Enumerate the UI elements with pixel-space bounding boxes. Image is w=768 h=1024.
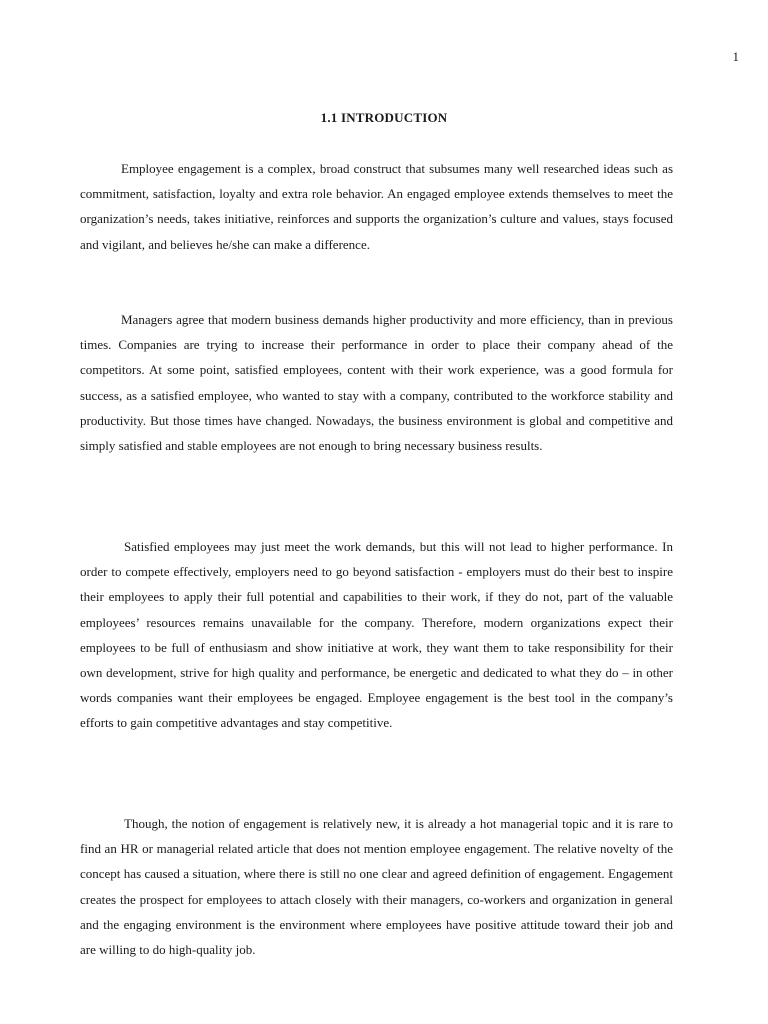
- section-heading: 1.1 INTRODUCTION: [320, 110, 448, 125]
- paragraph-4: Though, the notion of engagement is relatively new, it is already a hot managerial topic and it is rare to find an HR or managerial related article that does not mention employee engagement. The relative novelty of the concept has caused a situation, where there is still no one clear and agreed definition of engagement. Engagement creates the prospect for employees to attach closely with their managers, co-workers and organization in general and the engaging environment is the environment where employees have positive attitude toward their job and are willing to do high-quality job.: [80, 816, 673, 958]
- paragraph-2: Managers agree that modern business demands higher productivity and more efficiency, than in previous times. Companies are trying to increase their performance in order to place their company ahead of the competitors. At some point, satisfied employees, content with their work experience, was a good formula for success, as a satisfied employee, who wanted to stay with a company, contributed to the workforce stability and productivity. But those times have changed. Nowadays, the business environment is global and competitive and simply satisfied and stable employees are not enough to bring necessary business results.: [80, 312, 673, 454]
- paragraph-3: Satisfied employees may just meet the work demands, but this will not lead to higher performance. In order to compete effectively, employers need to go beyond satisfaction - employers must do their best to inspire their employees to apply their full potential and capabilities to their work, if they do not, part of the valuable employees’ resources remains unavailable for the company. Therefore, modern organizations expect their employees to be full of enthusiasm and show initiative at work, they want them to take responsibility for their own development, strive for high quality and performance, be energetic and dedicated to what they do – in other words companies want their employees be engaged. Employee engagement is the best tool in the company’s efforts to gain competitive advantages and stay competitive.: [80, 539, 673, 731]
- paragraph-1: Employee engagement is a complex, broad construct that subsumes many well researched ideas such as commitment, satisfaction, loyalty and extra role behavior. An engaged employee extends themselves to meet the organization’s needs, takes initiative, reinforces and supports the organization’s culture and values, stays focused and vigilant, and believes he/she can make a difference.: [80, 161, 673, 252]
- page-number: 1: [732, 49, 739, 64]
